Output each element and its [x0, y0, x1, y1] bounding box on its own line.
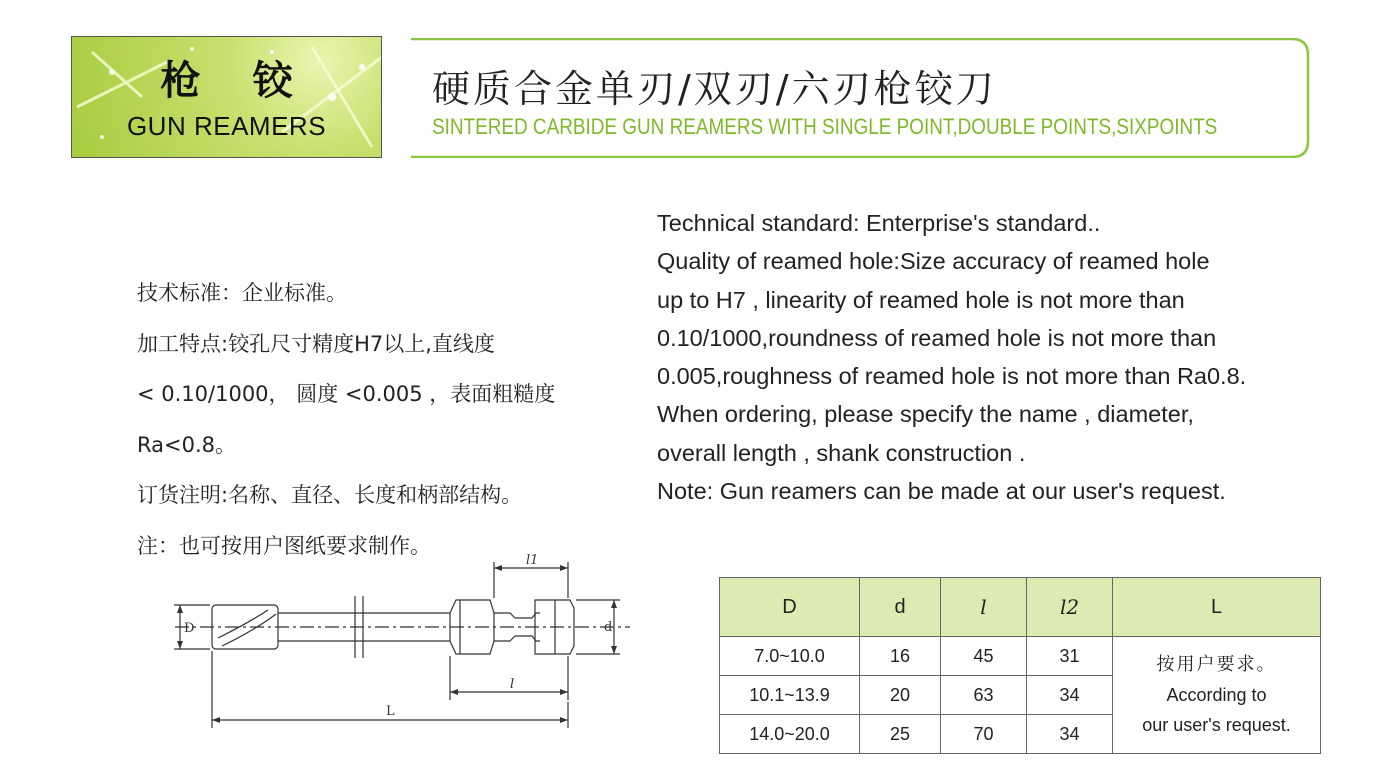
cell-D: 10.1~13.9 [720, 676, 860, 715]
col-header-d: d [860, 578, 941, 637]
spec-table [719, 577, 1321, 754]
cell-d: 25 [860, 715, 941, 754]
page-title-en: SINTERED CARBIDE GUN REAMERS WITH SINGLE POINT,DOUBLE POINTS,SIXPOINTS [432, 114, 1218, 139]
cell-l: 70 [941, 715, 1027, 754]
cell-L-note [1113, 637, 1321, 754]
col-header-L: L [1113, 578, 1321, 637]
dim-label-l: l [510, 677, 515, 692]
L-note-cn: 按用户要求。 [1156, 654, 1277, 675]
cell-d: 20 [860, 676, 941, 715]
gun-reamer-drawing [160, 550, 640, 740]
note-en-line: Quality of reamed hole:Size accuracy of reamed hole [657, 248, 1210, 275]
cell-l: 63 [941, 676, 1027, 715]
note-en-line: Technical standard: Enterprise's standard.. [657, 210, 1101, 236]
badge-title-en: GUN REAMERS [126, 111, 327, 141]
badge-title-cn: 枪铰 [160, 58, 345, 104]
cell-l2: 34 [1027, 676, 1113, 715]
note-cn-line: Ra<0.8。 [137, 432, 236, 457]
page-title-cn: 硬质合金单刃/双刃/六刃枪铰刀 [432, 67, 997, 111]
note-en-line: up to H7 , linearity of reamed hole is not more than [657, 286, 1185, 313]
note-en-line: 0.005,roughness of reamed hole is not more than Ra0.8. [657, 363, 1247, 390]
note-en-line: When ordering, please specify the name , diameter, [657, 401, 1194, 428]
L-note-en-2: our user's request. [1142, 715, 1291, 735]
note-cn-line: 注：也可按用户图纸要求制作。 [137, 533, 431, 558]
cell-d: 16 [860, 637, 941, 676]
col-header-l2: l2 [1027, 578, 1113, 637]
table-row [720, 637, 1321, 676]
col-header-D: D [720, 578, 860, 637]
dim-label-d: d [604, 620, 613, 635]
gun-reamers-badge [71, 36, 382, 158]
dim-label-l1: l1 [526, 553, 539, 568]
dim-label-L: L [386, 704, 395, 719]
note-cn-line: 技术标准：企业标准。 [137, 281, 347, 305]
cell-l: 45 [941, 637, 1027, 676]
notes-en [657, 204, 1246, 510]
note-cn-line: 加工特点:铰孔尺寸精度H7以上,直线度 [137, 331, 495, 356]
dim-label-D: D [184, 621, 195, 636]
note-en-line: 0.10/1000,roundness of reamed hole is not more than [657, 324, 1217, 351]
note-cn-line: 订货注明:名称、直径、长度和柄部结构。 [137, 483, 523, 507]
cell-l2: 34 [1027, 715, 1113, 754]
note-en-line: overall length , shank construction . [657, 439, 1026, 466]
cell-l2: 31 [1027, 637, 1113, 676]
note-cn-line: < 0.10/1000， 圆度 <0.005 ，表面粗糙度 [137, 382, 556, 406]
table-header-row [720, 578, 1321, 637]
L-note-en-1: According to [1166, 685, 1267, 705]
cell-D: 7.0~10.0 [720, 637, 860, 676]
cell-D: 14.0~20.0 [720, 715, 860, 754]
note-en-line: Note: Gun reamers can be made at our user's request. [657, 478, 1226, 505]
notes-cn [137, 268, 555, 571]
col-header-l: l [941, 578, 1027, 637]
